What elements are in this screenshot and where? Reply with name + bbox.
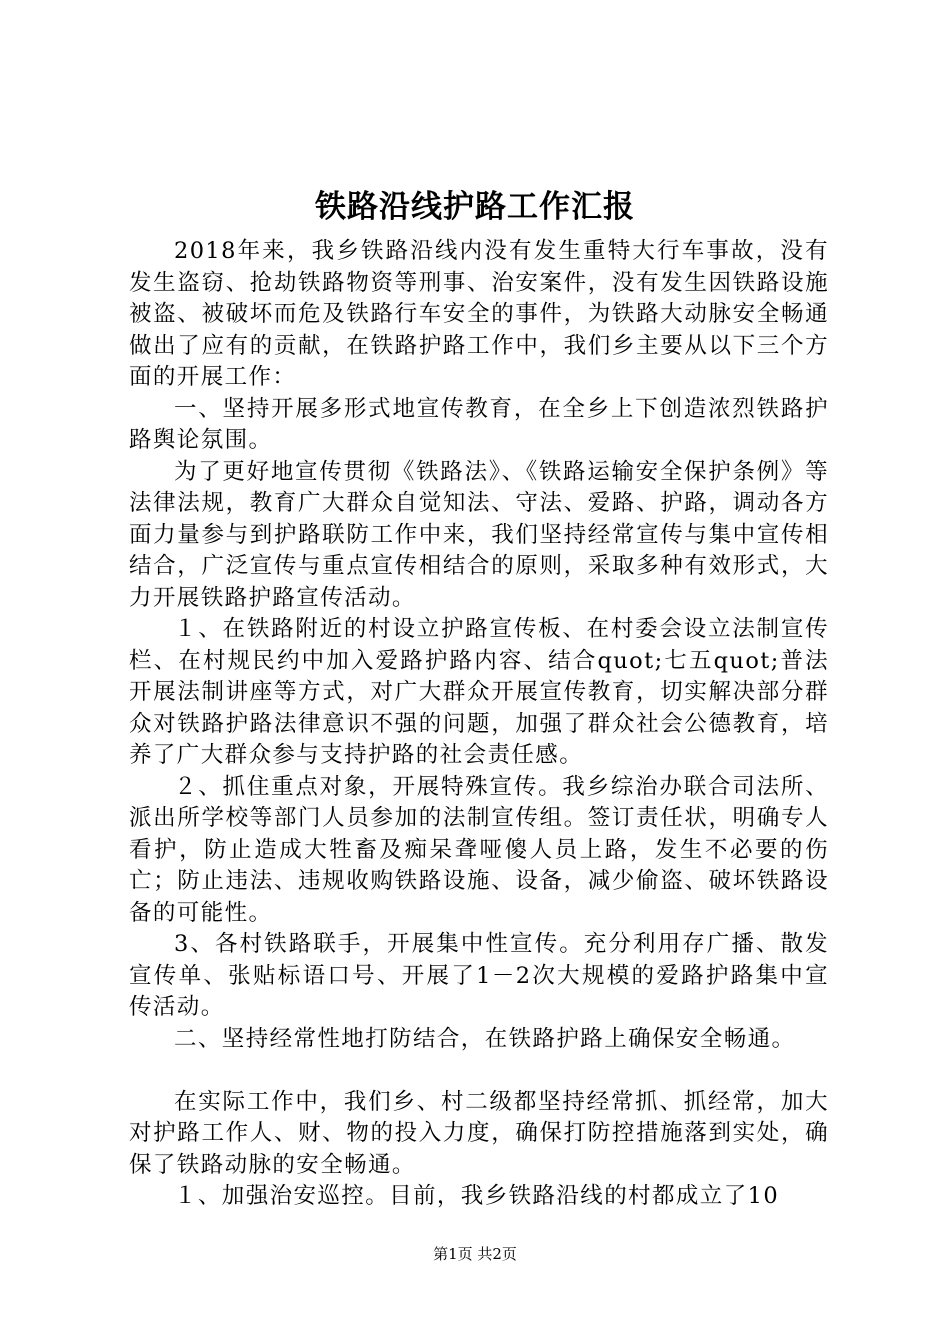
paragraph-section-1-body: 为了更好地宣传贯彻《铁路法》、《铁路运输安全保护条例》等法律法规，教育广大群众自觉知法、守法、爱路、护路，调动各方面力量参与到护路联防工作中来，我们坚持经常宣传与集中宣传相结合，广泛宣传与重点宣传相结合的原则，采取多种有效形式，大力开展铁路护路宣传活动。 bbox=[129, 458, 829, 611]
paragraph-intro: 2018年来，我乡铁路沿线内没有发生重特大行车事故，没有发生盗窃、抢劫铁路物资等刑事、治安案件，没有发生因铁路设施被盗、被破坏而危及铁路行车安全的事件，为铁路大动脉安全畅通做出了应有的贡献，在铁路护路工作中，我们乡主要从以下三个方面的开展工作： bbox=[129, 238, 829, 390]
paragraph-section-1-heading: 一、坚持开展多形式地宣传教育，在全乡上下创造浓烈铁路护路舆论氛围。 bbox=[129, 395, 829, 453]
page-footer: 第1页 共2页 bbox=[433, 1245, 517, 1263]
paragraph-section-2-item-1: １、加强治安巡控。目前，我乡铁路沿线的村都成立了10 bbox=[174, 1183, 780, 1209]
paragraph-item-1: １、在铁路附近的村设立护路宣传板、在村委会设立法制宣传栏、在村规民约中加入爱路护路内容、结合quot;七五quot;普法开展法制讲座等方式，对广大群众开展宣传教育，切实解决部分群众对铁路护路法律意识不强的问题，加强了群众社会公德教育，培养了广大群众参与支持护路的社会责任感。 bbox=[129, 616, 829, 768]
document-title: 铁路沿线护路工作汇报 bbox=[315, 189, 635, 225]
paragraph-section-2-heading: 二、坚持经常性地打防结合，在铁路护路上确保安全畅通。 bbox=[174, 1025, 796, 1052]
document-body bbox=[129, 236, 829, 1213]
paragraph-item-2: ２、抓住重点对象，开展特殊宣传。我乡综治办联合司法所、派出所学校等部门人员参加的法制宣传组。签订责任状，明确专人看护，防止造成大牲畜及痴呆聋哑傻人员上路，发生不必要的伤亡；防止违法、违规收购铁路设施、设备，减少偷盗、破坏铁路设备的可能性。 bbox=[129, 773, 829, 926]
paragraph-section-2-body: 在实际工作中，我们乡、村二级都坚持经常抓、抓经常，加大对护路工作人、财、物的投入力度，确保打防控措施落到实处，确保了铁路动脉的安全畅通。 bbox=[129, 1088, 829, 1178]
paragraph-item-3: 3、各村铁路联手，开展集中性宣传。充分利用存广播、散发宣传单、张贴标语口号、开展了1－2次大规模的爱路护路集中宣传活动。 bbox=[129, 931, 829, 1020]
